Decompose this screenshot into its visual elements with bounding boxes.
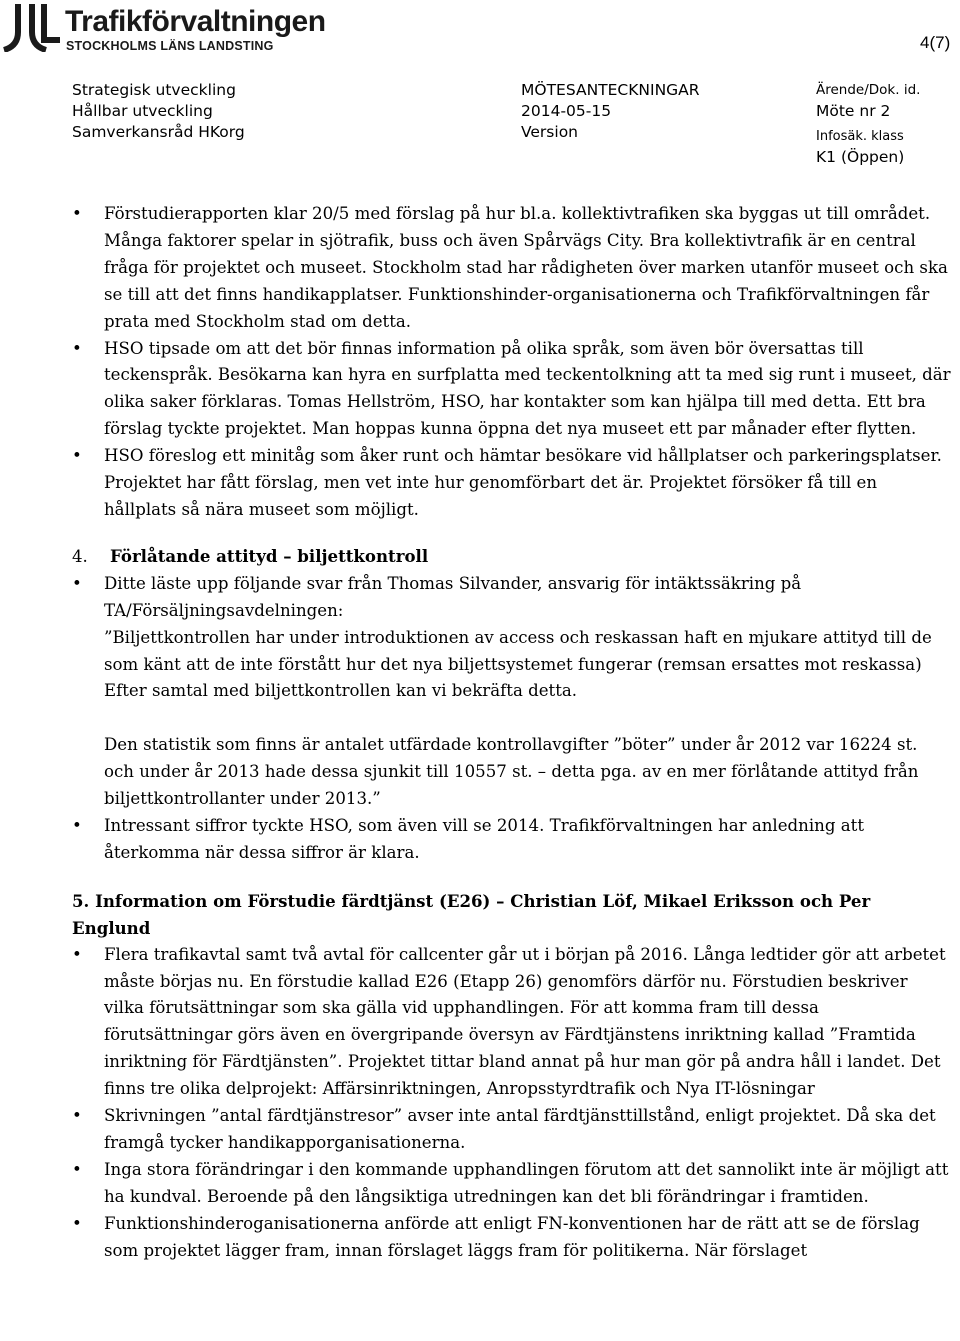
list-item: • Flera trafikavtal samt två avtal för callcenter går ut i början på 2016. Långa ledtider gör att arbetet måste börjas nu. En förstudie kallad E26 (Etapp 26) genomförs därför nu. Förstudien beskriver vilka förutsättningar som ska gälla vid upphandlingen. För att komma fram till dessa förutsättningar görs även en övergripande översyn av Färdtjänstens inriktning kallad ”Framtida inriktning för Färdtjänsten”. Projektet tittar bland annat på hur man gör på andra håll i landet. Det finns tre olika delprojekt: Affärsinriktningen, Anropsstyrdtrafik och Nya IT-lösningar	[72, 942, 952, 1103]
list-item: • HSO tipsade om att det bör finnas information på olika språk, som även bör översattas till teckenspråk. Besökarna kan hyra en surfplatta med teckentolkning att ta med sig runt i museet, där olika saker förklaras. Tomas Hellström, HSO, har kontakter som kan hjälpa till med detta. Ett bra förslag tyckte projektet. Man hoppas kunna öppna det nya museet ett par månader efter flytten.	[72, 336, 952, 444]
header-department-line: Strategisk utveckling	[72, 81, 236, 99]
list-item: • Skrivningen ”antal färdtjänstresor” avser inte antal färdtjänsttillstånd, enligt projektet. Då ska det framgå tycker handikapporganisationerna.	[72, 1103, 952, 1157]
logo-title: Trafikförvaltningen	[65, 5, 326, 38]
section-5-heading: 5. Information om Förstudie färdtjänst (E26) – Christian Löf, Mikael Eriksson och Per Englund	[72, 890, 871, 938]
section-5-list	[72, 942, 952, 1265]
section-4-list	[72, 571, 952, 625]
page-number: 4(7)	[920, 33, 951, 52]
top-bullet-list	[72, 201, 952, 524]
header-department-line: Hållbar utveckling	[72, 102, 213, 120]
document-version: Version	[521, 123, 578, 141]
list-item: • Funktionshinderoganisationerna anförde att enligt FN-konventionen har de rätt att se de förslag som projektet lägger fram, innan förslaget läggs fram för politikerna. När förslaget	[72, 1211, 952, 1265]
document-date: 2014-05-15	[521, 102, 612, 120]
sll-logo-icon	[2, 2, 62, 52]
header-department	[72, 80, 245, 143]
section-4-title: Förlåtande attityd – biljettkontroll	[110, 545, 429, 566]
section-4-number: 4.	[72, 546, 88, 566]
case-id-label: Ärende/Dok. id.	[816, 82, 921, 98]
meeting-notes-body	[72, 201, 952, 1265]
section-4-heading	[72, 543, 952, 571]
list-item: • Inga stora förändringar i den kommande upphandlingen förutom att det sannolikt inte är möjligt att ha kundval. Beroende på den långsiktiga utredningen kan det bli förändringar i framtiden.	[72, 1157, 952, 1211]
info-class-label: Infosäk. klass	[816, 129, 904, 144]
header-case-info	[816, 80, 920, 168]
trafikforvaltningen-logo	[2, 2, 332, 52]
quote-paragraph: ”Biljettkontrollen har under introduktionen av access och reskassan haft en mjukare attityd till de som känt att de inte förstått hur det nya biljettsystemet fungerar (remsan ersattes mot reskassa) Efter samtal med biljettkontrollen kan vi bekräfta detta.	[104, 627, 932, 701]
logo-subtitle: STOCKHOLMS LÄNS LANDSTING	[66, 39, 274, 53]
spacer	[72, 705, 952, 732]
list-item: • Ditte läste upp följande svar från Thomas Silvander, ansvarig för intäktssäkring på TA/Försäljningsavdelningen:	[72, 571, 952, 625]
section-4-list-2	[72, 813, 952, 867]
list-item: • Förstudierapporten klar 20/5 med förslag på hur bl.a. kollektivtrafiken ska byggas ut till området. Många faktorer spelar in sjötrafik, buss och även Spårvägs City. Bra kollektivtrafik är en central fråga för projektet och museet. Stockholm stad har rådigheten över marken utanför museet och ska se till att det finns handikapplatser. Funktionshinder-organisationerna och Trafikförvaltningen får prata med Stockholm stad om detta.	[72, 201, 952, 336]
list-item: • HSO föreslog ett minitåg som åker runt och hämtar besökare vid hållplatser och parkeringsplatser. Projektet har fått förslag, men vet inte hur genomförbart det är. Projektet försöker få till en hållplats så nära museet som möjligt.	[72, 443, 952, 524]
info-class-value: K1 (Öppen)	[816, 148, 905, 166]
meeting-number: Möte nr 2	[816, 102, 891, 120]
list-item: • Intressant siffror tyckte HSO, som även vill se 2014. Trafikförvaltningen har anledning att återkomma när dessa siffror är klara.	[72, 813, 952, 867]
statistics-paragraph: Den statistik som finns är antalet utfärdade kontrollavgifter ”böter” under år 2012 var 16224 st. och under år 2013 hade dessa sjunkit till 10557 st. – detta pga. av en mer förlåtande attityd från biljettkontrollanter under 2013.”	[104, 735, 919, 809]
document-type: MÖTESANTECKNINGAR	[521, 81, 700, 99]
header-document-info	[521, 80, 700, 143]
header-department-line: Samverkansråd HKorg	[72, 123, 245, 141]
